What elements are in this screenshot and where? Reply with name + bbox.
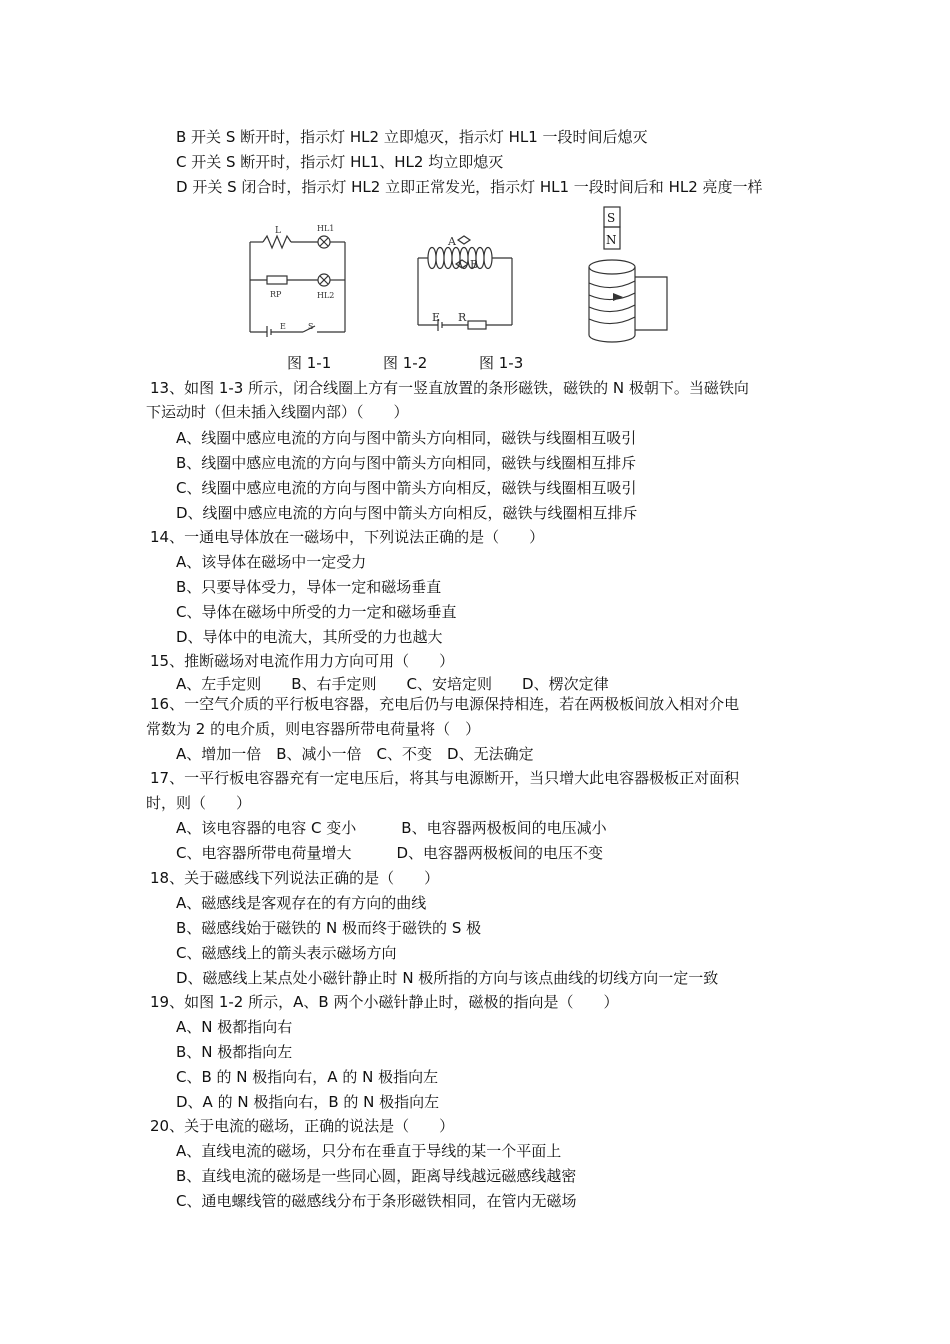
- q17-stem-line1: 17、一平行板电容器充有一定电压后，将其与电源断开，当只增大此电容器极板正对面积: [150, 769, 740, 787]
- q13-option-a: A、线圈中感应电流的方向与图中箭头方向相同，磁铁与线圈相互吸引: [176, 429, 637, 447]
- q20-stem: 20、关于电流的磁场，正确的说法是（ ）: [150, 1117, 455, 1135]
- q19-option-d: D、A 的 N 极指向右，B 的 N 极指向左: [176, 1093, 440, 1111]
- q17-options-ab: A、该电容器的电容 C 变小 B、电容器两极板间的电压减小: [176, 819, 607, 837]
- caption-fig-1-2: 图 1-2: [383, 354, 428, 372]
- label-a: A: [448, 235, 456, 248]
- caption-fig-1-3: 图 1-3: [479, 354, 524, 372]
- q15-stem: 15、推断磁场对电流作用力方向可用（ ）: [150, 652, 455, 670]
- option-c-text: C 开关 S 断开时，指示灯 HL1、HL2 均立即熄灭: [176, 153, 504, 171]
- q14-option-c: C、导体在磁场中所受的力一定和磁场垂直: [176, 603, 457, 621]
- current-arrow-icon: [613, 293, 623, 301]
- q16-stem-line1: 16、一空气介质的平行板电容器，充电后仍与电源保持相连，若在两极板间放入相对介电: [150, 695, 740, 713]
- option-b-text: B 开关 S 断开时，指示灯 HL2 立即熄灭，指示灯 HL1 一段时间后熄灭: [176, 128, 648, 146]
- q13-stem-line1: 13、如图 1-3 所示，闭合线圈上方有一竖直放置的条形磁铁，磁铁的 N 极朝下。当磁铁向: [150, 379, 749, 397]
- q20-option-a: A、直线电流的磁场，只分布在垂直于导线的某一个平面上: [176, 1142, 562, 1160]
- q16-stem-line2: 常数为 2 的电介质，则电容器所带电荷量将（ ）: [146, 720, 481, 738]
- q14-option-d: D、导体中的电流大，其所受的力也越大: [176, 628, 443, 646]
- q19-option-b: B、N 极都指向左: [176, 1043, 293, 1061]
- label-b: B: [470, 258, 479, 271]
- label-magnet-n: N: [606, 233, 617, 247]
- q13-option-b: B、线圈中感应电流的方向与图中箭头方向相同，磁铁与线圈相互排斥: [176, 454, 637, 472]
- q18-option-b: B、磁感线始于磁铁的 N 极而终于磁铁的 S 极: [176, 919, 482, 937]
- label-e: E: [280, 322, 286, 331]
- q20-option-c: C、通电螺线管的磁感线分布于条形磁铁相同，在管内无磁场: [176, 1192, 577, 1210]
- figure-1-3-magnet-coil: [585, 205, 675, 345]
- figure-1-1-circuit: [245, 222, 350, 337]
- q19-option-c: C、B 的 N 极指向右，A 的 N 极指向左: [176, 1068, 439, 1086]
- q18-option-a: A、磁感线是客观存在的有方向的曲线: [176, 894, 427, 912]
- label-r: R: [458, 311, 467, 324]
- label-hl2: HL2: [317, 291, 335, 300]
- q14-stem: 14、一通电导体放在一磁场中，下列说法正确的是（ ）: [150, 528, 545, 546]
- q17-stem-line2: 时，则（ ）: [146, 794, 252, 812]
- q13-stem-line2: 下运动时（但未插入线圈内部）（ ）: [146, 403, 409, 421]
- label-s: S: [308, 322, 314, 331]
- q17-options-cd: C、电容器所带电荷量增大 D、电容器两极板间的电压不变: [176, 844, 604, 862]
- q19-stem: 19、如图 1-2 所示，A、B 两个小磁针静止时，磁极的指向是（ ）: [150, 993, 619, 1011]
- q20-option-b: B、直线电流的磁场是一些同心圆，距离导线越远磁感线越密: [176, 1167, 577, 1185]
- q15-options: A、左手定则 B、右手定则 C、安培定则 D、楞次定律: [176, 675, 609, 693]
- q13-option-d: D、线圈中感应电流的方向与图中箭头方向相反，磁铁与线圈相互排斥: [176, 504, 638, 522]
- q14-option-b: B、只要导体受力，导体一定和磁场垂直: [176, 578, 442, 596]
- label-l: L: [275, 226, 281, 236]
- q13-option-c: C、线圈中感应电流的方向与图中箭头方向相反，磁铁与线圈相互吸引: [176, 479, 637, 497]
- option-d-text: D 开关 S 闭合时，指示灯 HL2 立即正常发光，指示灯 HL1 一段时间后和 HL2 亮度一样: [176, 178, 763, 196]
- caption-fig-1-1: 图 1-1: [287, 354, 332, 372]
- q16-options: A、增加一倍 B、减小一倍 C、不变 D、无法确定: [176, 745, 534, 763]
- q18-option-d: D、磁感线上某点处小磁针静止时 N 极所指的方向与该点曲线的切线方向一定一致: [176, 969, 719, 987]
- label-hl1: HL1: [317, 224, 335, 233]
- q18-stem: 18、关于磁感线下列说法正确的是（ ）: [150, 869, 440, 887]
- label-e2: E: [432, 311, 441, 324]
- q19-option-a: A、N 极都指向右: [176, 1018, 293, 1036]
- label-rp: RP: [270, 290, 282, 299]
- q14-option-a: A、该导体在磁场中一定受力: [176, 553, 367, 571]
- q18-option-c: C、磁感线上的箭头表示磁场方向: [176, 944, 397, 962]
- figure-1-2-solenoid: [410, 230, 520, 335]
- label-magnet-s: S: [607, 211, 616, 225]
